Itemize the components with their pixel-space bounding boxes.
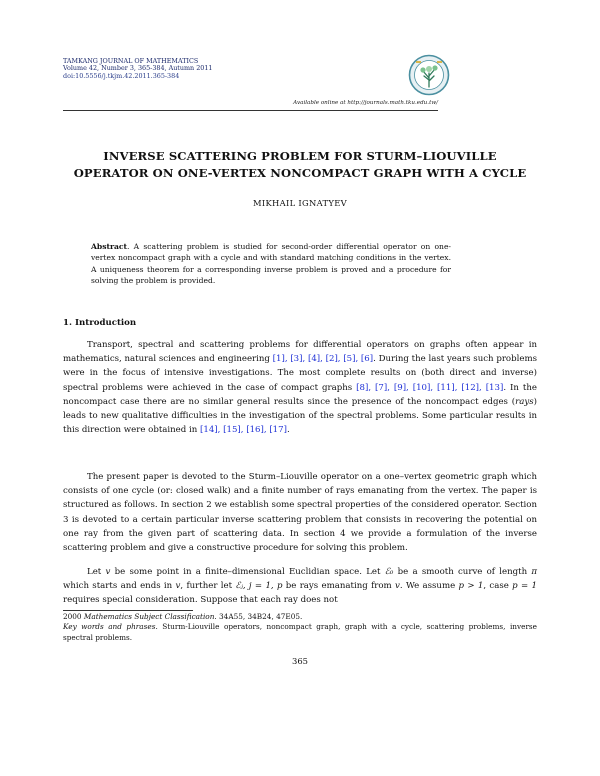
paragraph-text: , case bbox=[483, 581, 513, 592]
page-number: 365 bbox=[292, 656, 308, 666]
paragraph-text: Transport, spectral and scattering problems for differential operators on graphs often appear in mathematics, natural sciences and engineering bbox=[63, 340, 537, 365]
paragraph-text: Let bbox=[87, 567, 106, 577]
paragraph-text: . In the noncompact case there are no similar general results since the presence of the noncompact edges ( bbox=[63, 382, 537, 407]
emphasis-rays: rays bbox=[515, 396, 534, 407]
paragraph-text: ) leads to new qualitative difficulties in the investigation of the spectral problems. Some particular results in this direction were obtained in bbox=[63, 396, 537, 436]
volume-info: Volume 42, Number 3, 365-384, Autumn 2011 bbox=[63, 64, 213, 73]
paragraph-text: , further let bbox=[180, 581, 236, 592]
citation-link[interactable]: [14], [15], [16], [17] bbox=[200, 425, 287, 436]
abstract-text: . A scattering problem is studied for second-order differential operator on one-vertex noncompact graph with a cycle and with standard matching conditions in the vertex. A uniqueness theorem for a corresponding inverse problem is proved and a procedure for solving the problem is provided. bbox=[91, 242, 451, 286]
keywords-footnote bbox=[63, 622, 537, 643]
footnote-text: . 34A55, 34B24, 47E05. bbox=[214, 612, 303, 621]
paragraph-text: . We assume bbox=[399, 581, 459, 592]
title-line-2: OPERATOR ON ONE-VERTEX NONCOMPACT GRAPH WITH A CYCLE bbox=[73, 166, 527, 180]
math-symbol: p = 1 bbox=[512, 581, 537, 592]
footnote-divider bbox=[63, 610, 193, 611]
footnote bbox=[63, 612, 537, 643]
math-symbol: ℰ₀ bbox=[384, 567, 394, 577]
paper-title bbox=[63, 148, 537, 182]
math-symbol: ℰⱼ, j = 1, p bbox=[235, 581, 283, 592]
paragraph-text: requires special consideration. Suppose that each ray does not bbox=[63, 595, 338, 606]
doi-link[interactable]: doi:10.5556/j.tkjm.42.2011.365-384 bbox=[63, 71, 180, 80]
journal-header bbox=[63, 58, 212, 80]
math-symbol: v bbox=[175, 581, 181, 592]
header-divider bbox=[63, 110, 438, 111]
section-heading: 1. Introduction bbox=[63, 318, 137, 328]
keywords-label: Key words and phrases bbox=[63, 622, 156, 632]
math-symbol: p > 1 bbox=[458, 581, 484, 592]
citation-link[interactable]: [1], [3], [4], [2], [5], [6] bbox=[272, 354, 374, 365]
paragraph-text: be rays emanating from bbox=[282, 581, 396, 592]
available-online-link[interactable]: Available online at http://journals.math.tku.edu.tw/ bbox=[293, 100, 438, 106]
paragraph-1 bbox=[63, 338, 537, 437]
abstract-label: Abstract bbox=[91, 242, 128, 251]
paragraph-text: . During the last years such problems were in the focus of intensive investigations. The most complete results on (both direct and inverse) spectral problems were achieved in the case of compact graphs bbox=[63, 354, 537, 393]
math-symbol: π bbox=[531, 567, 538, 577]
paragraph-text: The present paper is devoted to the Sturm–Liouville operator on a one–vertex geometric graph which consists of one cycle (or: closed walk) and a finite number of rays emanating from the vertex. The paper is structured as follows. In section 2 we establish some spectral properties of the considered operator. Section 3 is devoted to a certain particular inverse scattering problem that consists in recovering the potential on one ray from the given part of scattering data. In section 4 we provide a formulation of the inverse scattering problem and give a constructive procedure for solving this problem. bbox=[63, 472, 537, 554]
paragraph-2 bbox=[63, 470, 537, 555]
paragraph-3 bbox=[63, 565, 537, 608]
paragraph-text: which starts and ends in bbox=[63, 581, 176, 592]
footnote-text: . Sturm-Liouville operators, noncompact graph, graph with a cycle, scattering problems, inverse spectral problems. bbox=[63, 622, 537, 642]
journal-seal-logo bbox=[408, 54, 450, 96]
paragraph-text: be some point in a finite–dimensional Euclidian space. Let bbox=[110, 567, 385, 577]
author-name: MIKHAIL IGNATYEV bbox=[252, 198, 348, 208]
citation-link[interactable]: [8], [7], [9], [10], [11], [12], [13] bbox=[356, 382, 504, 393]
paragraph-text: . bbox=[286, 425, 290, 436]
msc-label: Mathematics Subject Classification bbox=[83, 612, 215, 621]
footnote-text: 2000 bbox=[63, 612, 84, 621]
msc-footnote bbox=[63, 612, 537, 622]
math-symbol: v bbox=[105, 567, 111, 577]
journal-name: TAMKANG JOURNAL OF MATHEMATICS bbox=[63, 57, 199, 65]
paragraph-text: be a smooth curve of length bbox=[393, 567, 532, 577]
title-line-1: INVERSE SCATTERING PROBLEM FOR STURM–LIOUVILLE bbox=[103, 149, 497, 163]
abstract bbox=[91, 241, 451, 287]
math-symbol: v bbox=[395, 581, 400, 592]
